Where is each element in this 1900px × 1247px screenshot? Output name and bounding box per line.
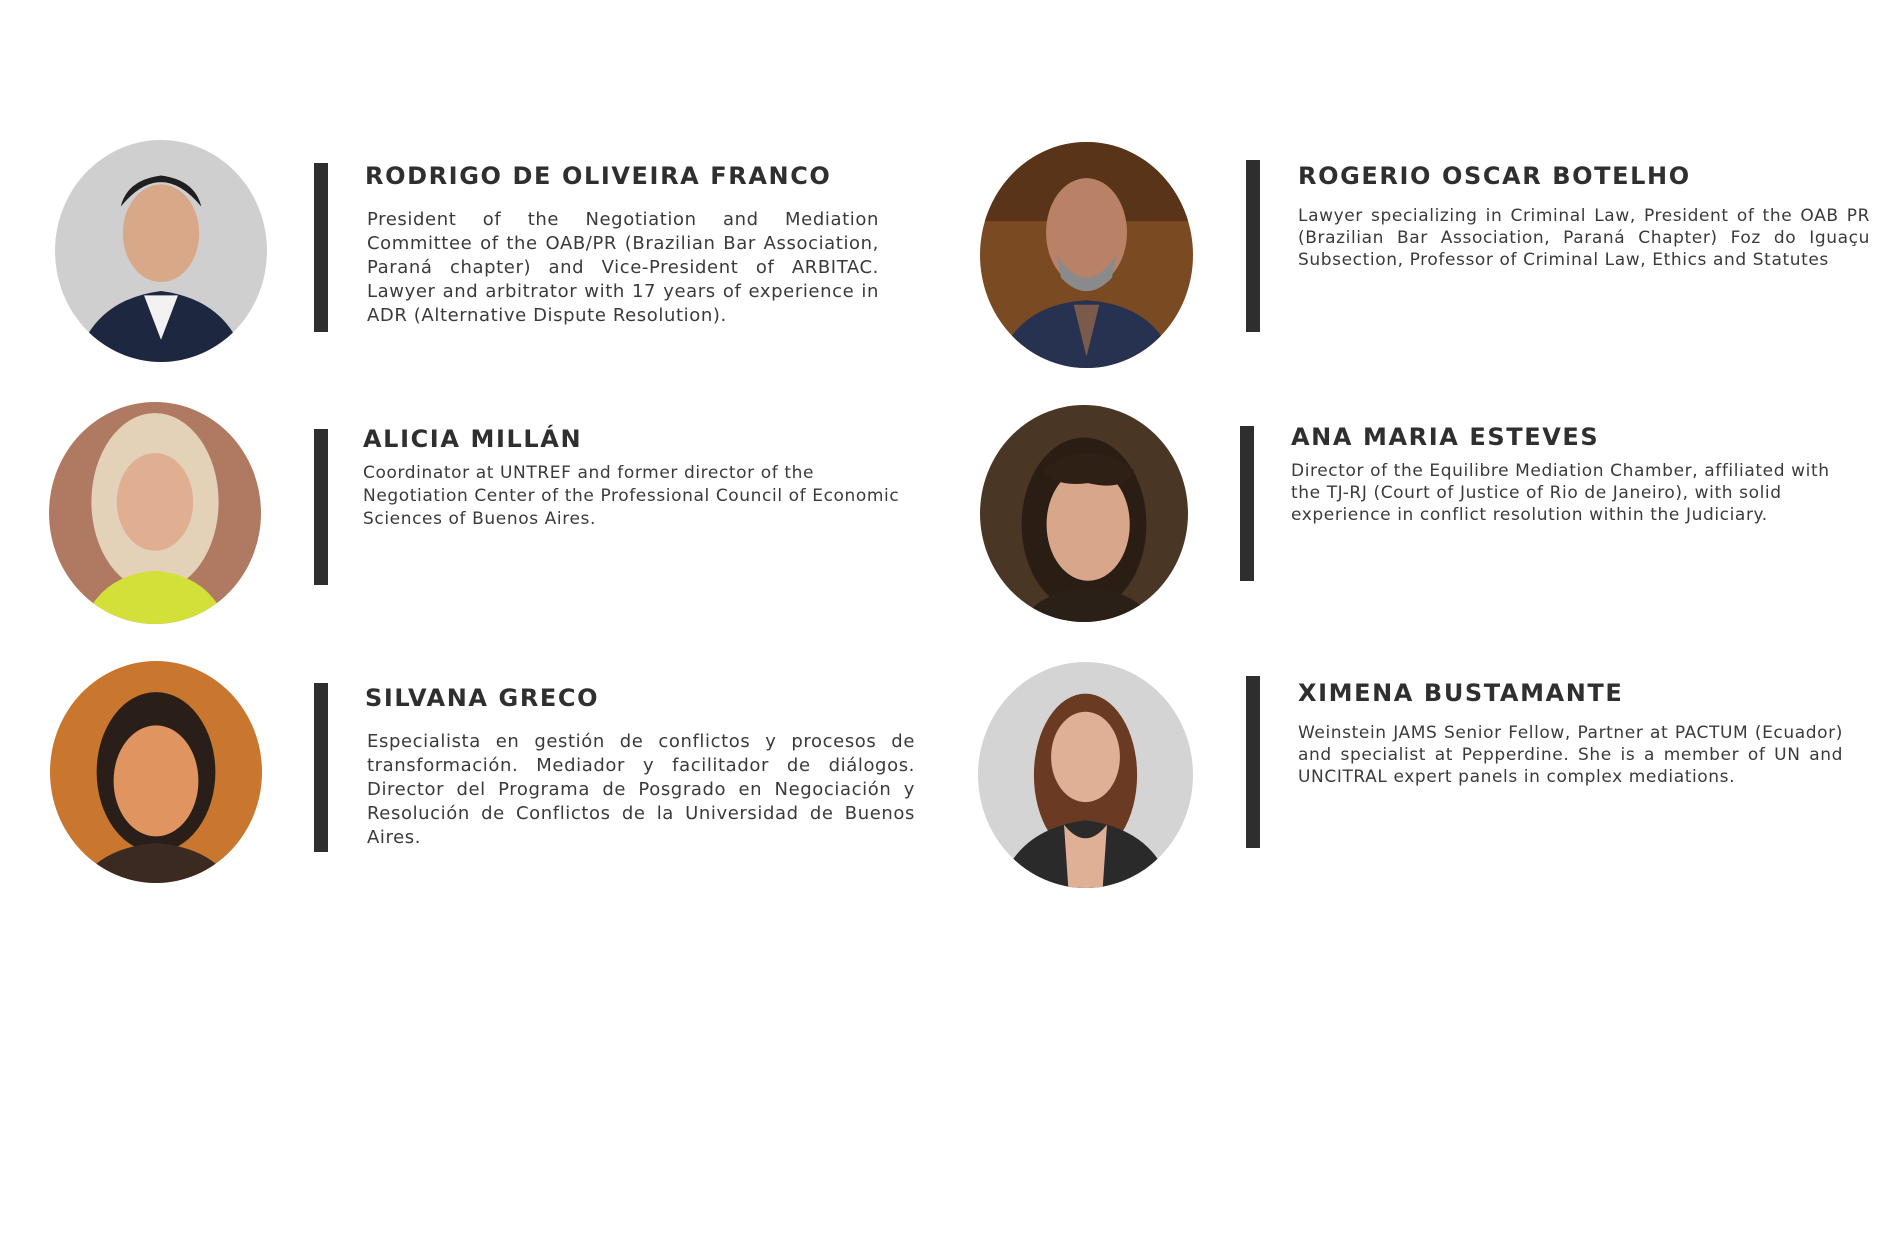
speaker-bio: Director of the Equilibre Mediation Chamber, affiliated with the TJ-RJ (Court of Justice of Rio de Janeiro), with solid experience in conflict resolution within the Judiciary. — [1291, 461, 1830, 525]
speaker-bio: Coordinator at UNTREF and former director of the Negotiation Center of the Professional Council of Economic Sciences of Buenos Aires. — [363, 463, 900, 529]
speaker-bio: Especialista en gestión de conflictos y procesos de transformación. Mediador y facilitador de diálogos. Director del Programa de Posgrado en Negociación y Resolución de Conflictos de la Universidad de Buenos Aires. — [367, 731, 915, 848]
accent-bar — [1240, 426, 1254, 581]
portrait-photo — [980, 405, 1188, 622]
speaker-bio: Lawyer specializing in Criminal Law, President of the OAB PR (Brazilian Bar Association, Paraná Chapter) Foz do Iguaçu Subsection, Professor of Criminal Law, Ethics and Statutes — [1298, 206, 1870, 270]
accent-bar — [314, 683, 328, 852]
accent-bar — [1246, 676, 1260, 848]
speaker-name: SILVANA GRECO — [365, 684, 600, 712]
speaker-bio: Weinstein JAMS Senior Fellow, Partner at PACTUM (Ecuador) and specialist at Pepperdine. She is a member of UN and UNCITRAL expert panels in complex mediations. — [1298, 723, 1843, 787]
speaker-bio: President of the Negotiation and Mediation Committee of the OAB/PR (Brazilian Bar Association, Paraná chapter) and Vice-President of ARBITAC. Lawyer and arbitrator with 17 years of experience in ADR (Alternative Dispute Resolution). — [367, 209, 879, 326]
portrait-photo — [978, 662, 1193, 888]
speaker-name: ANA MARIA ESTEVES — [1291, 423, 1600, 451]
accent-bar — [314, 429, 328, 585]
speaker-name: ALICIA MILLÁN — [363, 425, 583, 453]
portrait-photo — [50, 661, 262, 883]
speaker-name: XIMENA BUSTAMANTE — [1298, 679, 1624, 707]
accent-bar — [1246, 160, 1260, 332]
portrait-photo — [55, 140, 267, 362]
accent-bar — [314, 163, 328, 332]
portrait-photo — [980, 142, 1193, 368]
portrait-photo — [49, 402, 261, 624]
speaker-name: RODRIGO DE OLIVEIRA FRANCO — [365, 162, 832, 190]
speaker-name: ROGERIO OSCAR BOTELHO — [1298, 162, 1691, 190]
